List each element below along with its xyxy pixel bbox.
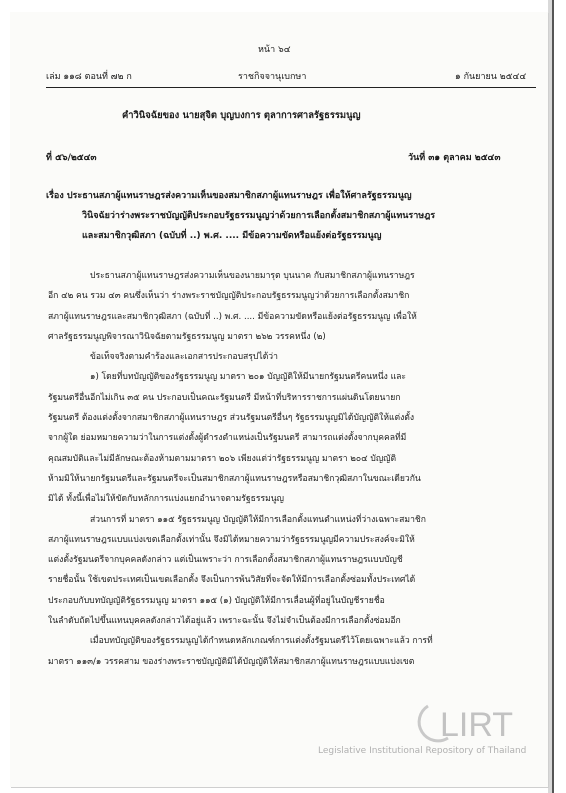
page-number: หน้า ๖๔ bbox=[258, 45, 291, 55]
header-rule bbox=[46, 87, 536, 88]
subject-line: เรื่อง ประธานสภาผู้แทนราษฎรส่งความเห็นของสมาชิกสภาผู้แทนราษฎร เพื่อให้ศาลรัฐธรรมนูญ bbox=[46, 191, 412, 201]
body-line: รัฐมนตรี ต้องแต่งตั้งจากสมาชิกสภาผู้แทนราษฎร ส่วนรัฐมนตรีอื่นๆ รัฐธรรมนูญมิได้บัญญัติให้แต่งตั้ง bbox=[48, 413, 415, 424]
body-text bbox=[48, 266, 534, 672]
body-line: เมื่อบทบัญญัติของรัฐธรรมนูญได้กำหนดหลักเกณฑ์การแต่งตั้งรัฐมนตรีไว้โดยเฉพาะแล้ว การที่ bbox=[90, 636, 433, 647]
gazette-date: ๑ กันยายน ๒๕๔๔ bbox=[455, 72, 527, 82]
body-line: มาตรา ๑๑๓/๑ วรรคสาม ของร่างพระราชบัญญัติมิได้บัญญัติให้สมาชิกสภาผู้แทนราษฎรแบบแบ่งเขต bbox=[48, 656, 415, 667]
gazette-name: ราชกิจจานุเบกษา bbox=[238, 72, 307, 82]
body-line: สภาผู้แทนราษฎรและสมาชิกวุฒิสภา (ฉบับที่ ..) พ.ศ. .... มีข้อความขัดหรือแย้งต่อรัฐธรรมนูญ เพื่อให้ bbox=[48, 311, 417, 322]
body-line: รายชื่อนั้น ใช้เขตประเทศเป็นเขตเลือกตั้ง จึงเป็นการพ้นวิสัยที่จะจัดให้มีการเลือกตั้งซ่อมทั้งประเทศได้ bbox=[48, 575, 416, 586]
body-line: อีก ๔๒ คน รวม ๔๓ คนซึ่งเห็นว่า ร่างพระราชบัญญัติประกอบรัฐธรรมนูญว่าด้วยการเลือกตั้งสมาชิก bbox=[48, 291, 410, 302]
subject-line: และสมาชิกวุฒิสภา (ฉบับที่ ..) พ.ศ. .... มีข้อความขัดหรือแย้งต่อรัฐธรรมนูญ bbox=[82, 231, 382, 241]
body-line: มิได้ ทั้งนี้เพื่อไม่ให้ขัดกับหลักการแบ่งแยกอำนาจตามรัฐธรรมนูญ bbox=[48, 494, 284, 505]
body-line: ศาลรัฐธรรมนูญพิจารณาวินิจฉัยตามรัฐธรรมนูญ มาตรา ๒๖๒ วรรคหนึ่ง (๒) bbox=[48, 331, 326, 342]
body-line: สภาผู้แทนราษฎรแบบแบ่งเขตเลือกตั้งเท่านั้น จึงมิได้หมายความว่ารัฐธรรมนูญมีความประสงค์จะมิให้ bbox=[48, 534, 415, 545]
lirt-logo bbox=[416, 700, 526, 746]
page-title: คำวินิจฉัยของ นายสุจิต บุญบงการ ตุลาการศาลรัฐธรรมนูญ bbox=[122, 110, 361, 121]
document-date: วันที่ ๓๑ ตุลาคม ๒๕๔๓ bbox=[408, 153, 501, 163]
document-number: ที่ ๕๖/๒๕๔๓ bbox=[46, 153, 97, 163]
body-line: ในลำดับถัดไปขึ้นแทนบุคคลดังกล่าวได้อยู่แล้ว เพราะฉะนั้น จึงไม่จำเป็นต้องมีการเลือกตั้งซ่อมอีก bbox=[48, 616, 401, 627]
subject-line: วินิจฉัยว่าร่างพระราชบัญญัติประกอบรัฐธรรมนูญว่าด้วยการเลือกตั้งสมาชิกสภาผู้แทนราษฎร bbox=[82, 211, 436, 221]
lirt-logo-text: LIRT bbox=[440, 706, 514, 744]
gazette-volume: เล่ม ๑๑๘ ตอนที่ ๗๒ ก bbox=[46, 72, 132, 82]
body-line: คุณสมบัติและไม่มีลักษณะต้องห้ามตามมาตรา ๒๐๖ เพียงแต่ว่ารัฐธรรมนูญ มาตรา ๒๐๔ บัญญัติ bbox=[48, 453, 397, 464]
body-line: ประธานสภาผู้แทนราษฎรส่งความเห็นของนายมารุต บุนนาค กับสมาชิกสภาผู้แทนราษฎร bbox=[90, 271, 415, 281]
body-line: ห้ามมิให้นายกรัฐมนตรีและรัฐมนตรีจะเป็นสมาชิกสภาผู้แทนราษฎรหรือสมาชิกวุฒิสภาในขณะเดียวกัน bbox=[48, 473, 421, 484]
body-line: ข้อเท็จจริงตามคำร้องและเอกสารประกอบสรุปได้ว่า bbox=[90, 352, 278, 363]
body-line: ๑) โดยที่บทบัญญัติของรัฐธรรมนูญ มาตรา ๒๐๑ บัญญัติให้มีนายกรัฐมนตรีคนหนึ่ง และ bbox=[90, 372, 406, 383]
body-line: ประกอบกับบทบัญญัติรัฐธรรมนูญ มาตรา ๑๑๕ (๑) บัญญัติให้มีการเลื่อนผู้ที่อยู่ในบัญชีรายชื่อ bbox=[48, 595, 385, 606]
body-line: ส่วนการที่ มาตรา ๑๑๕ รัฐธรรมนูญ บัญญัติให้มีการเลือกตั้งแทนตำแหน่งที่ว่างเฉพาะสมาชิก bbox=[90, 514, 426, 525]
repository-caption: Legislative Institutional Repository of Thailand bbox=[318, 746, 527, 756]
body-line: จากผู้ใด ย่อมหมายความว่าในการแต่งตั้งผู้ดำรงตำแหน่งเป็นรัฐมนตรี สามารถแต่งตั้งจากบุคคลที่มี bbox=[48, 433, 407, 444]
body-line: รัฐมนตรีอื่นอีกไม่เกิน ๓๕ คน ประกอบเป็นคณะรัฐมนตรี มีหน้าที่บริหารราชการแผ่นดินโดยนายก bbox=[48, 392, 401, 403]
page-edge bbox=[552, 0, 554, 793]
body-line: แต่งตั้งรัฐมนตรีจากบุคคลดังกล่าว แต่เป็นเพราะว่า การเลือกตั้งสมาชิกสภาผู้แทนราษฎรแบบบัญชี bbox=[48, 555, 403, 566]
